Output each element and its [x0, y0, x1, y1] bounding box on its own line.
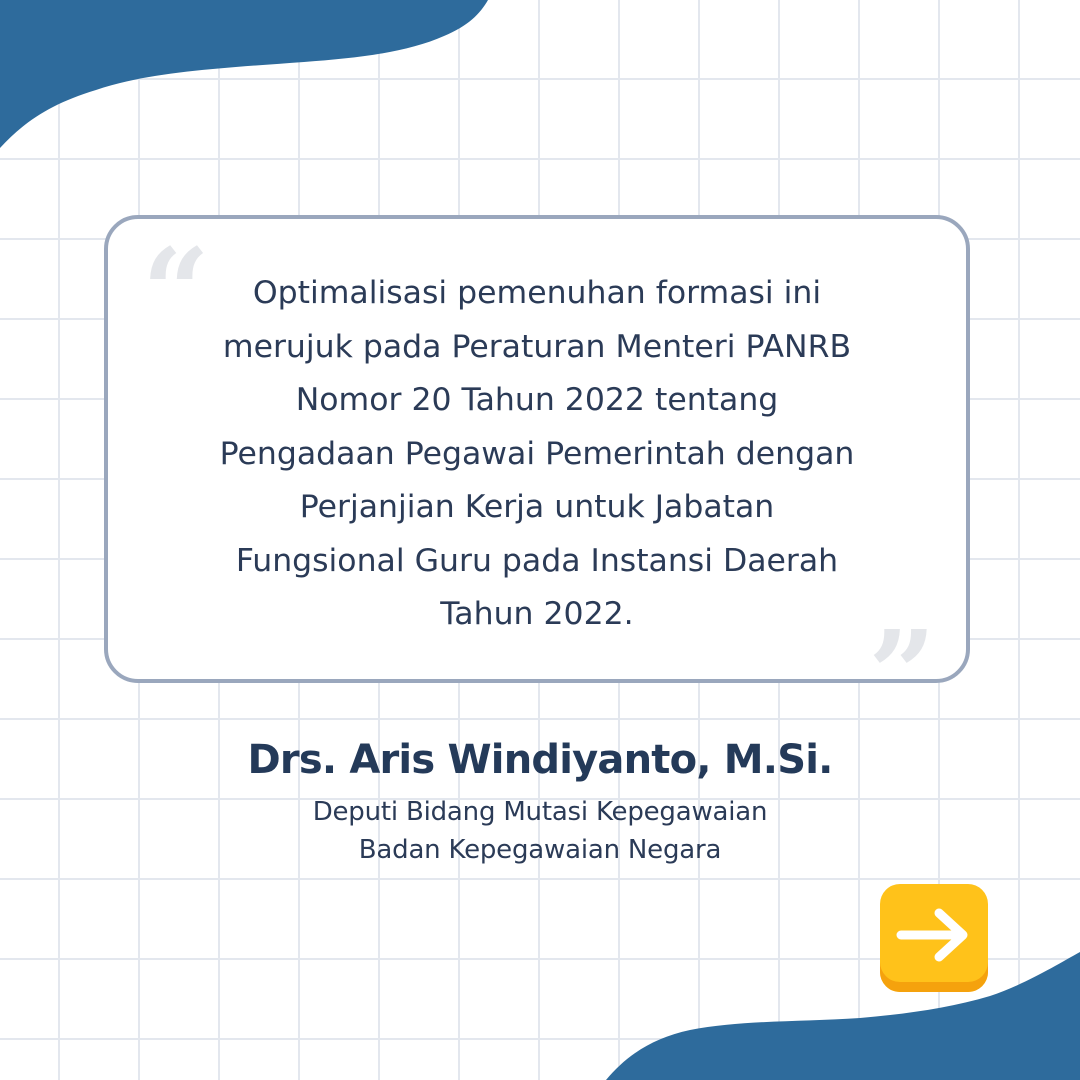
- author-organization: Badan Kepegawaian Negara: [358, 835, 722, 865]
- top-left-wave: [0, 0, 488, 148]
- open-quote-icon: “: [142, 222, 210, 361]
- author-name: Drs. Aris Windiyanto, M.Si.: [247, 737, 833, 783]
- bottom-right-wave: [606, 952, 1080, 1080]
- author-position: Deputi Bidang Mutasi Kepegawaian: [312, 797, 768, 827]
- quote-card: [104, 215, 970, 743]
- quote-text: Optimalisasi pemenuhan formasi ini merujuk pada Peraturan Menteri PANRB Nomor 20 Tahun 2022 tentang Pengadaan Pegawai Pemerintah dengan Perjanjian Kerja untuk Jabatan Fungsional Guru pada Instansi Daerah Tahun 2022.: [219, 275, 855, 632]
- close-quote-icon: ”: [868, 604, 936, 743]
- arrow-right-icon: [895, 906, 973, 964]
- next-slide-button[interactable]: [880, 884, 988, 992]
